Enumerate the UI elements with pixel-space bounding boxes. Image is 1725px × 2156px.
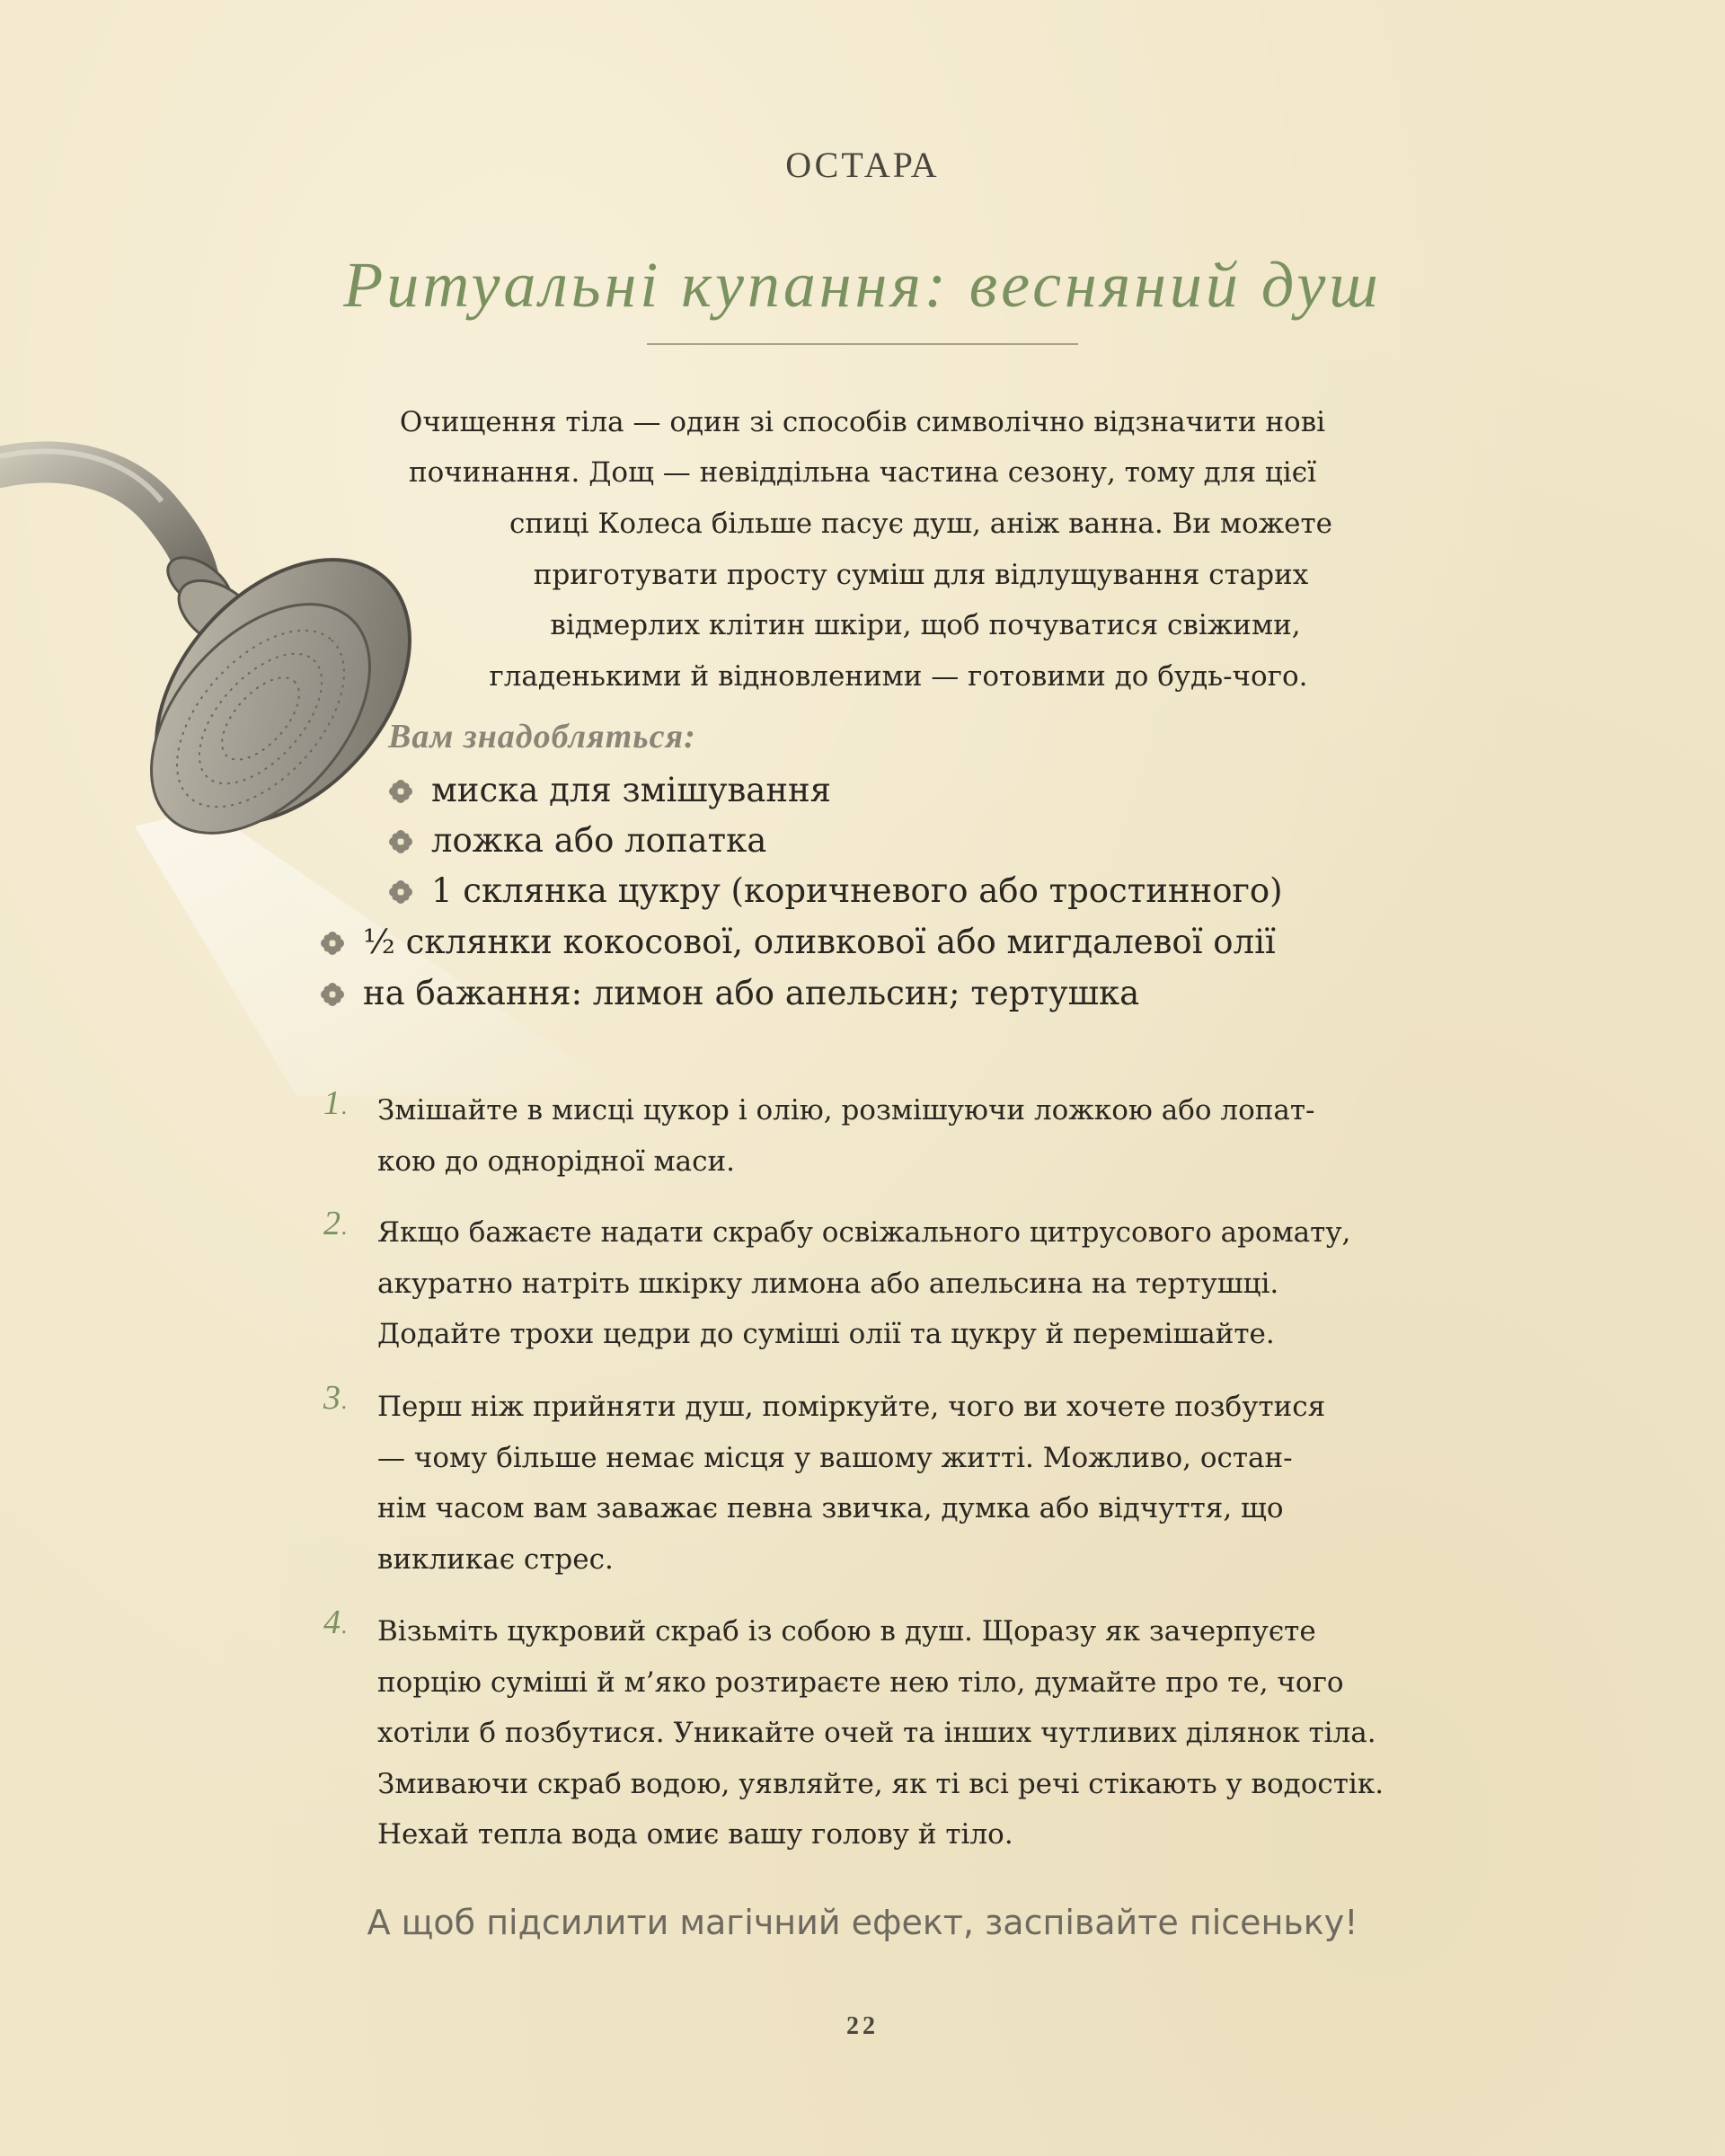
closing-note: А щоб підсилити магічний ефект, заспівайте пісеньку! [367, 1903, 1358, 1942]
step-line: хотіли б позбутися. Уникайте очей та інших чутливих ділянок тіла. [377, 1717, 1376, 1749]
ingredient-text: миска для змішування [431, 771, 832, 809]
intro-line: Очищення тіла — один зі способів символічно відзначити нові [399, 406, 1326, 438]
intro-line: починання. Дощ — невіддільна частина сезону, тому для цієї [408, 456, 1316, 489]
ingredient-text: 1 склянка цукру (коричневого або тростинного) [431, 871, 1283, 910]
ingredient-item [320, 923, 1276, 961]
ingredients-heading: Вам знадобляться: [388, 718, 696, 755]
ingredient-text: на бажання: лимон або апельсин; тертушка [363, 974, 1140, 1012]
step-line: викликає стрес. [377, 1543, 614, 1576]
step-number: 1. [323, 1084, 348, 1122]
step-line: Змішайте в мисці цукор і олію, розмішуючи ложкою або лопат- [377, 1094, 1315, 1127]
flower-bullet-icon [320, 982, 345, 1007]
step-number: 3. [323, 1379, 348, 1417]
step-line: акуратно натріть шкірку лимона або апельсина на тертушці. [377, 1268, 1279, 1300]
step-line: Змиваючи скраб водою, уявляйте, як ті всі речі стікають у водостік. [377, 1768, 1384, 1800]
ingredient-item [388, 821, 766, 860]
flower-bullet-icon [320, 931, 345, 956]
ingredient-text: ½ склянки кокосової, оливкової або мигдалевої олії [363, 923, 1276, 961]
step-line: кою до однорідної маси. [377, 1145, 735, 1178]
step-line: Візьміть цукровий скраб із собою в душ. Щоразу як зачерпуєте [377, 1615, 1316, 1648]
intro-line: приготувати просту суміш для відлущування старих [533, 559, 1309, 591]
ingredient-item [388, 771, 831, 809]
intro-line: спиці Колеса більше пасує душ, аніж ванна. Ви можете [509, 508, 1333, 540]
step-line: Перш ніж прийняти душ, поміркуйте, чого ви хочете позбутися [377, 1391, 1326, 1423]
step-line: — чому більше немає місця у вашому житті. Можливо, остан- [377, 1442, 1293, 1474]
intro-line: гладенькими й відновленими — готовими до будь-чого. [489, 660, 1308, 693]
step-line: Нехай тепла вода омиє вашу голову й тіло. [377, 1818, 1013, 1851]
flower-bullet-icon [388, 879, 413, 905]
flower-bullet-icon [388, 779, 413, 804]
running-head: ОСТАРА [785, 145, 940, 185]
ingredient-item [388, 871, 1283, 910]
page-title: Ритуальні купання: весняний душ [343, 249, 1382, 321]
ingredient-text: ложка або лопатка [431, 821, 767, 860]
ingredient-item [320, 974, 1139, 1012]
step-line: Якщо бажаєте надати скрабу освіжального цитрусового аромату, [377, 1216, 1351, 1249]
intro-line: відмерлих клітин шкіри, щоб почуватися свіжими, [550, 609, 1301, 641]
step-line: порцію суміші й м’яко розтираєте нею тіло, думайте про те, чого [377, 1666, 1344, 1699]
flower-bullet-icon [388, 829, 413, 854]
step-line: нім часом вам заважає певна звичка, думка або відчуття, що [377, 1492, 1284, 1524]
title-divider [647, 343, 1078, 345]
step-number: 4. [323, 1604, 348, 1641]
step-line: Додайте трохи цедри до суміші олії та цукру й перемішайте. [377, 1318, 1275, 1350]
step-number: 2. [323, 1205, 348, 1242]
page-number: 22 [846, 2012, 879, 2040]
